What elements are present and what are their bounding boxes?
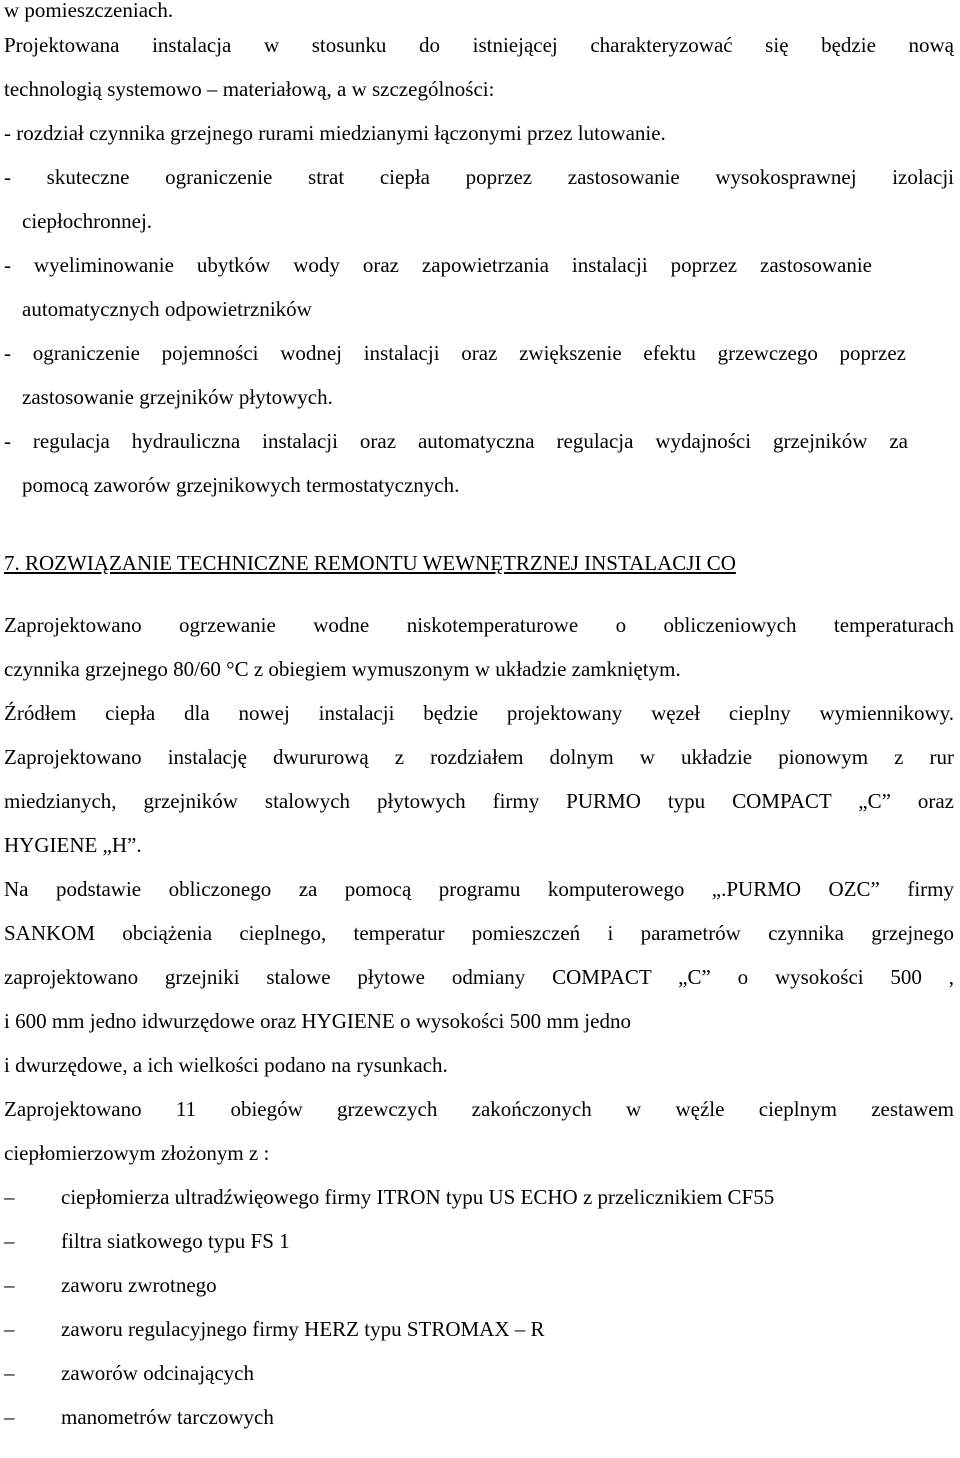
component-list-item xyxy=(4,1175,954,1219)
component-list-item xyxy=(4,1351,954,1395)
dash-marker: – xyxy=(4,1361,15,1385)
dash-marker: – xyxy=(4,1317,15,1341)
section-line-11: i dwurzędowe, a ich wielkości podano na rysunkach. xyxy=(4,1053,448,1077)
component-list-item xyxy=(4,1395,954,1439)
section-line-4: Zaprojektowano instalację dwururową z rozdziałem dolnym w układzie pionowym z rur xyxy=(4,745,954,769)
component-label: zaworów odcinających xyxy=(61,1361,254,1385)
intro-line-2: technologią systemowo – materiałową, a w szczególności: xyxy=(4,77,495,101)
dash-marker: – xyxy=(4,1185,15,1209)
intro-bullet-1: - rozdział czynnika grzejnego rurami miedzianymi łączonymi przez lutowanie. xyxy=(4,121,666,145)
intro-bullet-3-cont: automatycznych odpowietrzników xyxy=(22,297,312,321)
section-line-13: ciepłomierzowym złożonym z : xyxy=(4,1141,270,1165)
section-line-10: i 600 mm jedno idwurzędowe oraz HYGIENE o wysokości 500 mm jedno xyxy=(4,1009,631,1033)
intro-bullet-5-cont: pomocą zaworów grzejnikowych termostatycznych. xyxy=(22,473,460,497)
intro-bullet-2: - skuteczne ograniczenie strat ciepła poprzez zastosowanie wysokosprawnej izolacji xyxy=(4,165,954,189)
section-line-9: zaprojektowano grzejniki stalowe płytowe odmiany COMPACT „C” o wysokości 500 , xyxy=(4,965,954,989)
intro-line-1: Projektowana instalacja w stosunku do istniejącej charakteryzować się będzie nową xyxy=(4,33,954,57)
component-label: manometrów tarczowych xyxy=(61,1405,274,1429)
section-line-6: HYGIENE „H”. xyxy=(4,833,142,857)
component-list-item xyxy=(4,1263,954,1307)
intro-bullet-2-cont: ciepłochronnej. xyxy=(22,209,153,233)
section-line-2: czynnika grzejnego 80/60 °C z obiegiem wymuszonym w układzie zamkniętym. xyxy=(4,657,681,681)
component-label: ciepłomierza ultradźwięowego firmy ITRON typu US ECHO z przelicznikiem CF55 xyxy=(61,1185,775,1209)
intro-bullet-3: - wyeliminowanie ubytków wody oraz zapowietrzania instalacji poprzez zastosowanie xyxy=(4,253,872,277)
section-line-3: Źródłem ciepła dla nowej instalacji będzie projektowany węzeł cieplny wymiennikowy. xyxy=(4,701,954,725)
section-heading: 7. ROZWIĄZANIE TECHNICZNE REMONTU WEWNĘTRZNEJ INSTALACJI CO xyxy=(4,551,736,575)
intro-line-0: w pomieszczeniach. xyxy=(4,0,174,22)
intro-bullet-4-cont: zastosowanie grzejników płytowych. xyxy=(22,385,333,409)
component-list-item xyxy=(4,1307,954,1351)
dash-marker: – xyxy=(4,1405,15,1429)
section-line-5: miedzianych, grzejników stalowych płytowych firmy PURMO typu COMPACT „C” oraz xyxy=(4,789,954,813)
section-line-1: Zaprojektowano ogrzewanie wodne niskotemperaturowe o obliczeniowych temperaturach xyxy=(4,613,954,637)
dash-marker: – xyxy=(4,1273,15,1297)
dash-marker: – xyxy=(4,1229,15,1253)
section-line-12: Zaprojektowano 11 obiegów grzewczych zakończonych w węźle cieplnym zestawem xyxy=(4,1097,954,1121)
section-line-7: Na podstawie obliczonego za pomocą programu komputerowego „.PURMO OZC” firmy xyxy=(4,877,954,901)
intro-bullet-4: - ograniczenie pojemności wodnej instalacji oraz zwiększenie efektu grzewczego poprzez xyxy=(4,341,906,365)
intro-bullet-5: - regulacja hydrauliczna instalacji oraz automatyczna regulacja wydajności grzejników za xyxy=(4,429,908,453)
component-list-item xyxy=(4,1219,954,1263)
component-label: zaworu zwrotnego xyxy=(61,1273,217,1297)
component-label: zaworu regulacyjnego firmy HERZ typu STROMAX – R xyxy=(61,1317,545,1341)
component-label: filtra siatkowego typu FS 1 xyxy=(61,1229,290,1253)
section-line-8: SANKOM obciążenia cieplnego, temperatur pomieszczeń i parametrów czynnika grzejnego xyxy=(4,921,954,945)
